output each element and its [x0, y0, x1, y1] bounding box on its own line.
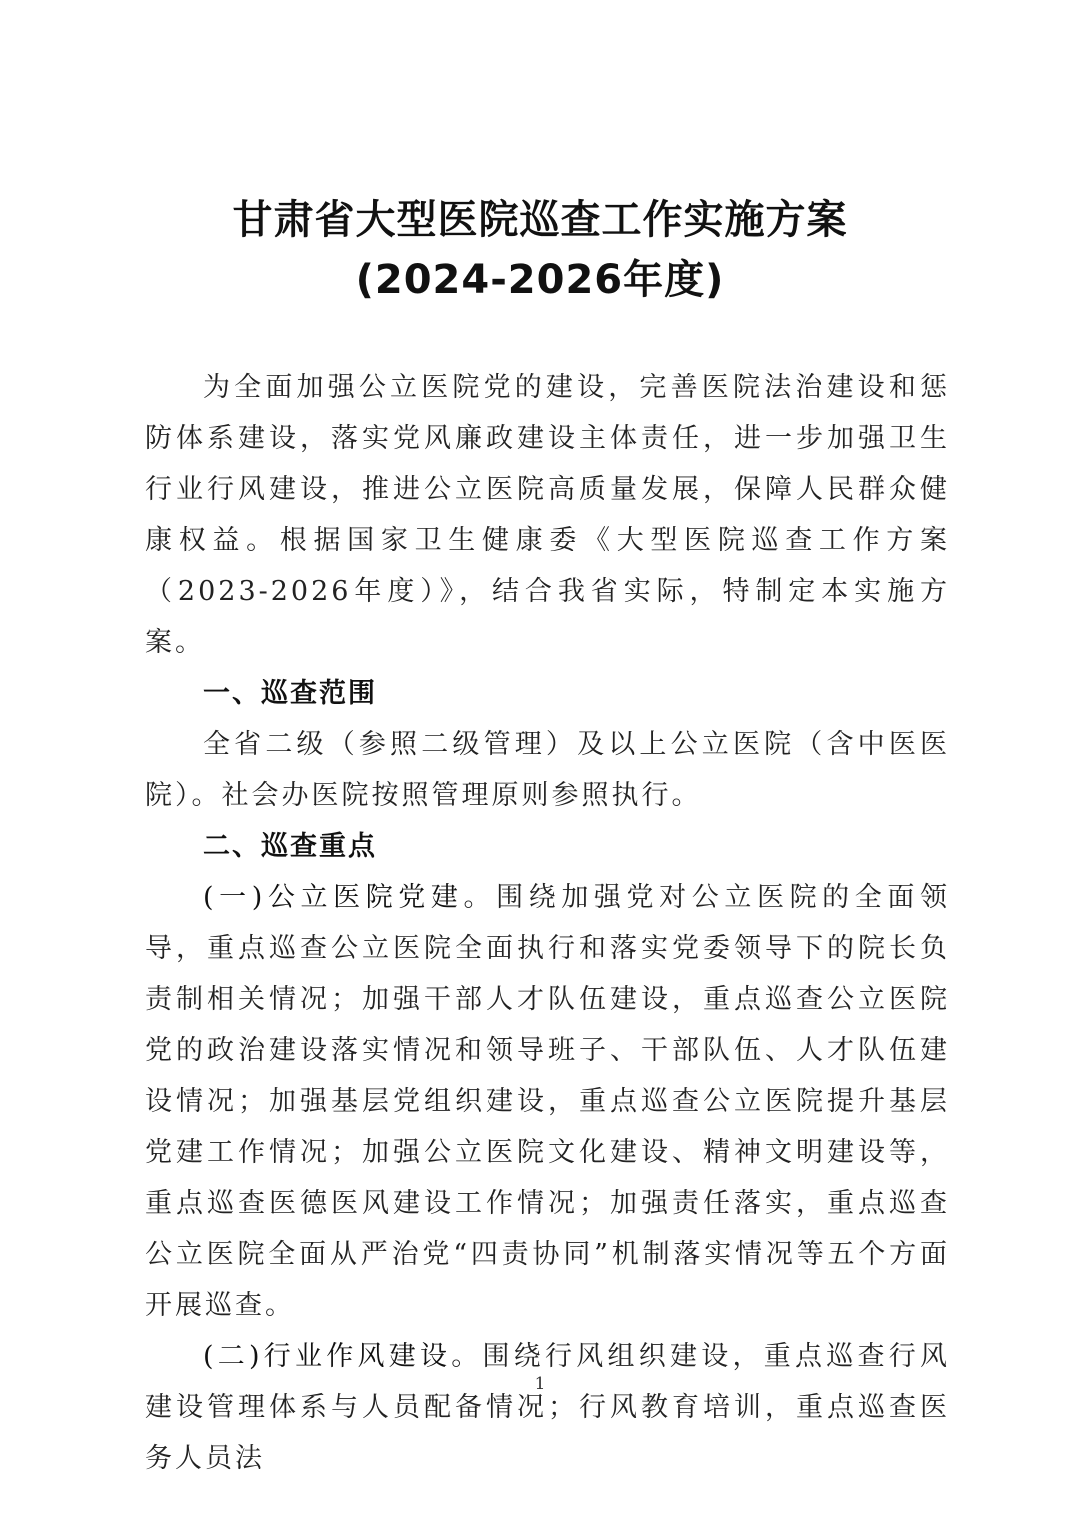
item-1-text: 。围绕加强党对公立医院的全面领导，重点巡查公立医院全面执行和落实党委领导下的院长负责制相关情况；加强干部人才队伍建设，重点巡查公立医院党的政治建设落实情况和领导班子、干部队伍、人才队伍建设情况；加强基层党组织建设，重点巡查公立医院提升基层党建工作情况；加强公立医院文化建设、精神文明建设等，重点巡查医德医风建设工作情况；加强责任落实，重点巡查公立医院全面从严治党“四责协同”机制落实情况等五个方面开展巡查。: [145, 882, 950, 1321]
item-1-paragraph: [145, 872, 950, 1331]
document-title: 甘肃省大型医院巡查工作实施方案: [232, 197, 848, 243]
intro-paragraph: 为全面加强公立医院党的建设，完善医院法治建设和惩防体系建设，落实党风廉政建设主体责任，进一步加强卫生行业行风建设，推进公立医院高质量发展，保障人民群众健康权益。根据国家卫生健康委《大型医院巡查工作方案（2023-2026年度）》，结合我省实际，特制定本实施方案。: [145, 372, 950, 658]
item-2-paragraph: [145, 1331, 950, 1484]
document-subtitle: (2024-2026年度): [355, 257, 725, 303]
section-1-heading: 一、巡查范围: [203, 678, 377, 709]
section-2-heading: 二、巡查重点: [203, 831, 377, 862]
item-2-text: 。围绕行风组织建设，重点巡查行风建设管理体系与人员配备情况；行风教育培训，重点巡查医务人员法: [145, 1341, 950, 1474]
item-2-lead: (二)行业作风建设: [203, 1341, 452, 1372]
page-number: 1: [534, 1374, 546, 1394]
document-body: [145, 362, 950, 1484]
section-1-paragraph: 全省二级（参照二级管理）及以上公立医院（含中医医院）。社会办医院按照管理原则参照执行。: [145, 729, 950, 811]
item-1-lead: (一)公立医院党建: [203, 882, 464, 913]
